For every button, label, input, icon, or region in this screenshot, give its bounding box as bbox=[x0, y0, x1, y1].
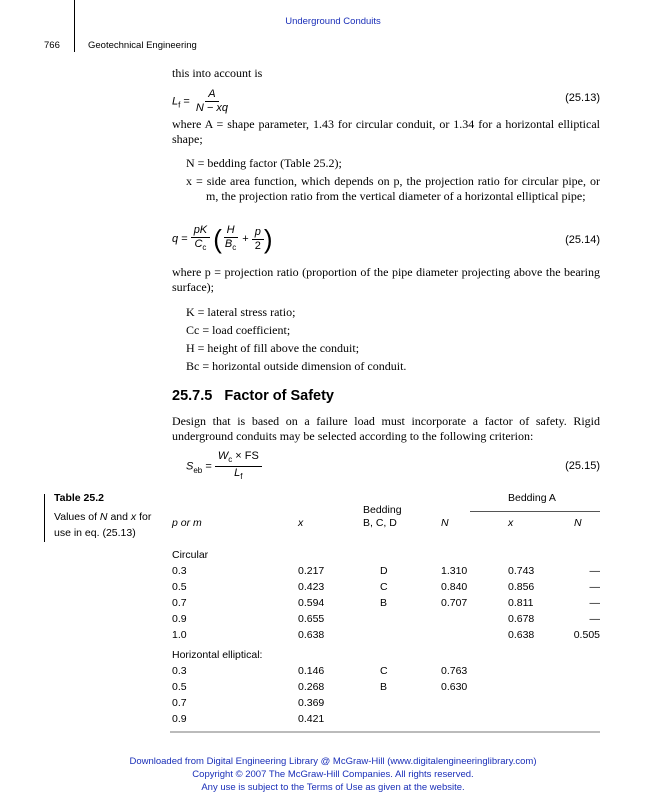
section-number: 25.7.5 bbox=[172, 388, 213, 404]
table-cell: 0.9 bbox=[172, 613, 187, 625]
table-cell: — bbox=[589, 581, 600, 593]
header-x: x bbox=[298, 517, 304, 529]
intro-text: this into account is bbox=[172, 66, 263, 80]
eq2-frac3-num: p bbox=[252, 226, 264, 240]
table-cell: 0.811 bbox=[508, 597, 534, 609]
def-load-coefficient: Cc = load coefficient; bbox=[186, 323, 291, 337]
eq3-den: L bbox=[234, 467, 241, 480]
eq2-plus: + bbox=[242, 233, 249, 245]
eq3-num-w: W bbox=[217, 450, 229, 462]
table-row bbox=[0, 695, 666, 711]
book-title: Geotechnical Engineering bbox=[88, 40, 197, 51]
equation-25-13: $L_f$ = $\frac{A}{N - xq}$ (25.13) bbox=[172, 88, 600, 114]
table-cell: 1.310 bbox=[441, 565, 468, 577]
where-shape-parameter: where A = shape parameter, 1.43 for circular conduit, or 1.34 for a horizontal elliptical shape; bbox=[172, 117, 600, 146]
eq2-frac2-num: H bbox=[224, 224, 238, 238]
table-cell: 0.630 bbox=[441, 681, 468, 693]
table-cell: 0.655 bbox=[298, 613, 325, 625]
eq1-lhs: L bbox=[172, 95, 179, 108]
eq2-frac3-den: 2 bbox=[254, 239, 261, 252]
table-cell: 0.743 bbox=[508, 565, 535, 577]
table-cell: 0.9 bbox=[172, 713, 187, 725]
eq3-den-sub: f bbox=[240, 472, 243, 482]
table-cell: 0.763 bbox=[441, 665, 468, 677]
footer-download-line[interactable]: Downloaded from Digital Engineering Library @ McGraw-Hill (www.digitalengineeringlibrary.com) bbox=[129, 756, 537, 767]
left-paren: ( bbox=[213, 224, 222, 255]
eq1-lhs-sub: f bbox=[178, 100, 181, 110]
table-cell: 0.421 bbox=[298, 713, 325, 725]
header-bedding-bcd-2: B, C, D bbox=[363, 517, 397, 529]
table-cell: 0.5 bbox=[172, 681, 187, 693]
table-cell: 0.7 bbox=[172, 597, 187, 609]
eq2-frac1-num: pK bbox=[191, 224, 210, 238]
header-n2: N bbox=[574, 517, 582, 529]
eq3-number: (25.15) bbox=[565, 460, 600, 472]
eq2-number: (25.14) bbox=[565, 234, 600, 246]
eq2-lhs: q bbox=[172, 233, 179, 245]
table-cell: B bbox=[380, 681, 388, 693]
eq1-number: (25.13) bbox=[565, 92, 600, 104]
header-bedding-bcd-1: Bedding bbox=[363, 504, 402, 516]
bedding-a-rule bbox=[470, 511, 600, 512]
table-sidebar-rule bbox=[44, 494, 45, 542]
table-cell: 0.3 bbox=[172, 665, 187, 677]
table-cell: — bbox=[589, 597, 600, 609]
def-height-fill: H = height of fill above the conduit; bbox=[186, 341, 360, 355]
def-lateral-stress: K = lateral stress ratio; bbox=[186, 305, 296, 319]
table-cell: — bbox=[589, 565, 600, 577]
group-elliptical: Horizontal elliptical: bbox=[172, 649, 263, 661]
table-row bbox=[0, 595, 666, 611]
equation-25-14: q = $\frac{pK}{C_c}$ ( $\frac{H}{B_c}$ + $\frac{p}{2}$ ) (25.14) bbox=[172, 224, 600, 255]
table-cell: 0.638 bbox=[298, 629, 325, 641]
eq3-lhs: S bbox=[186, 460, 194, 473]
def-side-area: x = side area function, which depends on p, the projection ratio for circular pipe, or m, the projection ratio from the vertical diameter of a horizontal elliptical pipe; bbox=[186, 174, 600, 203]
header-x2: x bbox=[508, 517, 514, 529]
table-row bbox=[0, 663, 666, 679]
table-cell: 0.707 bbox=[441, 597, 468, 609]
table-cell: — bbox=[589, 613, 600, 625]
table-cell: 0.7 bbox=[172, 697, 187, 709]
header-p-or-m: p or m bbox=[172, 517, 202, 529]
table-cell: 0.369 bbox=[298, 697, 325, 709]
table-row bbox=[0, 579, 666, 595]
running-title: Underground Conduits bbox=[285, 16, 381, 27]
table-cell: 0.268 bbox=[298, 681, 325, 693]
table-cell: 0.3 bbox=[172, 565, 187, 577]
eq2-frac2-den-sub: c bbox=[232, 243, 237, 253]
table-cell: D bbox=[380, 565, 388, 577]
eq1-denominator: N − xq bbox=[195, 102, 229, 114]
eq3-lhs-sub: eb bbox=[193, 465, 203, 475]
right-paren: ) bbox=[263, 224, 273, 255]
table-cell: 0.423 bbox=[298, 581, 325, 593]
table-label: Table 25.2 bbox=[54, 492, 104, 504]
def-outside-dimension: Bc = horizontal outside dimension of conduit. bbox=[186, 359, 407, 373]
table-row bbox=[0, 563, 666, 579]
table-row bbox=[0, 679, 666, 695]
table-row bbox=[0, 627, 666, 643]
table-cell: 1.0 bbox=[172, 629, 187, 641]
table-cell: C bbox=[380, 581, 388, 593]
table-cell: 0.678 bbox=[508, 613, 535, 625]
section-heading bbox=[172, 388, 334, 404]
eq1-numerator: A bbox=[205, 88, 218, 102]
table-cell: 0.217 bbox=[298, 565, 325, 577]
table-cell: B bbox=[380, 597, 388, 609]
table-cell: 0.638 bbox=[508, 629, 535, 641]
table-cell: 0.856 bbox=[508, 581, 535, 593]
eq3-num-w-sub: c bbox=[228, 455, 233, 465]
footer-copyright: Copyright © 2007 The McGraw-Hill Companies. All rights reserved. bbox=[192, 769, 474, 780]
group-circular: Circular bbox=[172, 549, 209, 561]
def-bedding-factor: N = bedding factor (Table 25.2); bbox=[186, 156, 342, 170]
table-cell: 0.146 bbox=[298, 665, 325, 677]
eq2-frac1-den-sub: c bbox=[202, 243, 207, 253]
table-cell: 0.5 bbox=[172, 581, 187, 593]
header-bedding-a: Bedding A bbox=[508, 492, 556, 504]
header-n: N bbox=[441, 517, 449, 529]
table-cell: 0.594 bbox=[298, 597, 325, 609]
table-cell: 0.505 bbox=[573, 629, 600, 641]
definitions-2 bbox=[186, 305, 600, 377]
page-number: 766 bbox=[44, 40, 60, 51]
table-cell: C bbox=[380, 665, 388, 677]
table-row bbox=[0, 711, 666, 727]
eq2-frac2-den: B bbox=[224, 238, 233, 250]
section-paragraph: Design that is based on a failure load must incorporate a factor of safety. Rigid underground conduits may be selected according to the following criterion: bbox=[172, 414, 600, 443]
table-bottom-rule bbox=[170, 731, 600, 733]
table-cell: 0.840 bbox=[441, 581, 468, 593]
eq2-frac1-den: C bbox=[194, 238, 203, 250]
section-title: Factor of Safety bbox=[224, 388, 335, 404]
eq3-num-rest: × FS bbox=[235, 450, 259, 462]
table-row bbox=[0, 611, 666, 627]
definitions-1 bbox=[186, 156, 600, 207]
table-caption: Values of N and x for use in eq. (25.13) bbox=[54, 511, 152, 539]
where-projection-ratio: where p = projection ratio (proportion of the pipe diameter projecting above the bearing surface); bbox=[172, 265, 600, 294]
equation-25-15: $S_{eb}$ = $\frac{W_c \times FS}{L_f}$ (25.15) bbox=[186, 450, 600, 482]
footer-terms[interactable]: Any use is subject to the Terms of Use as given at the website. bbox=[201, 782, 465, 793]
